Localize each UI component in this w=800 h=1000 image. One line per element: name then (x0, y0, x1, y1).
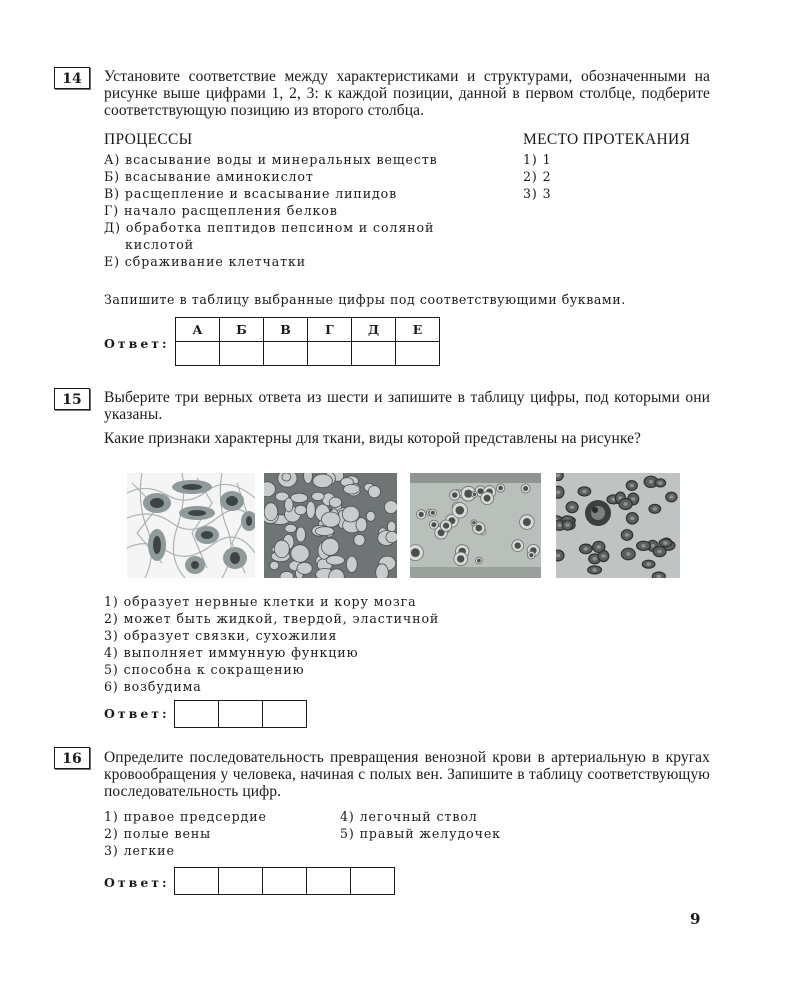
answer-cell[interactable] (307, 868, 351, 895)
answer-col-header: В (264, 318, 308, 342)
answer-cell[interactable] (263, 701, 307, 728)
answer-row (175, 701, 307, 728)
option-item: 4) выполняет иммунную функцию (104, 645, 359, 660)
answer-col-header: Б (220, 318, 264, 342)
question-14-text: Установите соответствие между характеристиками и структурами, обозначенными на рисунке выше цифрами 1, 2, 3: к каждой позиции, данной в первом столбце, подберите соответствующую позицию из второго столбца. (104, 68, 710, 119)
answer-cell[interactable] (396, 342, 440, 366)
answer-label-14: Ответ: (104, 336, 170, 351)
answer-label-15: Ответ: (104, 706, 170, 721)
place-item: 2) 2 (523, 169, 552, 184)
answer-cell[interactable] (219, 701, 263, 728)
answer-cell[interactable] (176, 342, 220, 366)
processes-header: ПРОЦЕССЫ (104, 131, 193, 148)
processes-list (104, 151, 494, 270)
answer-cell[interactable] (263, 868, 307, 895)
answer-table-14 (175, 317, 440, 366)
answer-col-header: Д (352, 318, 396, 342)
question-number-14: 14 (54, 67, 90, 89)
option-item: 3) легкие (104, 843, 175, 858)
answer-cell[interactable] (175, 701, 219, 728)
answer-cell[interactable] (219, 868, 263, 895)
answer-cell[interactable] (175, 868, 219, 895)
place-item: 3) 3 (523, 186, 552, 201)
question-15-question: Какие признаки характерны для ткани, виды которой представлены на рисунке? (104, 430, 642, 447)
q16-options-right (340, 808, 501, 842)
option-item: 6) возбудима (104, 679, 202, 694)
answer-cell[interactable] (264, 342, 308, 366)
q14-instruction: Запишите в таблицу выбранные цифры под соответствующими буквами. (104, 292, 626, 307)
answer-cell[interactable] (351, 868, 395, 895)
answer-table-15 (174, 700, 307, 728)
answer-col-header: Г (308, 318, 352, 342)
question-16-text: Определите последовательность превращения венозной крови в артериальную в кругах кровообращения у человека, начиная с полых вен. Запишите в таблицу соответствующую последовательность цифр. (104, 749, 710, 800)
option-item: 5) способна к сокращению (104, 662, 305, 677)
answer-row (175, 868, 395, 895)
option-item: 3) образует связки, сухожилия (104, 628, 338, 643)
option-item: 1) образует нервные клетки и кору мозга (104, 594, 417, 609)
adipose-tissue-image (264, 473, 397, 578)
option-item: 2) полые вены (104, 826, 212, 841)
option-item: 2) может быть жидкой, твердой, эластичной (104, 611, 440, 626)
answer-col-header: Е (396, 318, 440, 342)
process-item: Г) начало расщепления белков (104, 203, 338, 218)
question-number-15: 15 (54, 388, 90, 410)
answer-label-16: Ответ: (104, 875, 170, 890)
answer-cell[interactable] (352, 342, 396, 366)
answer-col-header: А (176, 318, 220, 342)
question-number-16: 16 (54, 747, 90, 769)
answer-table-16 (174, 867, 395, 895)
process-item: Д) обработка пептидов пепсином и соляной кислотой (104, 220, 435, 252)
answer-cell[interactable] (308, 342, 352, 366)
option-item: 4) легочный ствол (340, 809, 478, 824)
process-item: Б) всасывание аминокислот (104, 169, 314, 184)
cartilage-tissue-image (410, 473, 541, 578)
process-item: В) расщепление и всасывание липидов (104, 186, 398, 201)
answer-cell[interactable] (220, 342, 264, 366)
q16-options-left (104, 808, 267, 859)
blood-cells-image (556, 473, 680, 578)
option-item: 1) правое предсердие (104, 809, 267, 824)
process-item: Е) сбраживание клетчатки (104, 254, 307, 269)
option-item: 5) правый желудочек (340, 826, 501, 841)
answer-table-value-row (176, 342, 440, 366)
process-item: А) всасывание воды и минеральных веществ (104, 152, 438, 167)
place-header: МЕСТО ПРОТЕКАНИЯ (523, 131, 691, 148)
answer-table-header-row (176, 318, 440, 342)
page-number: 9 (690, 910, 701, 928)
places-list (523, 151, 552, 202)
question-15-text: Выберите три верных ответа из шести и запишите в таблицу цифры, под которыми они указаны. (104, 389, 710, 423)
place-item: 1) 1 (523, 152, 552, 167)
loose-connective-tissue-image (127, 473, 255, 578)
q15-options-list (104, 593, 439, 695)
